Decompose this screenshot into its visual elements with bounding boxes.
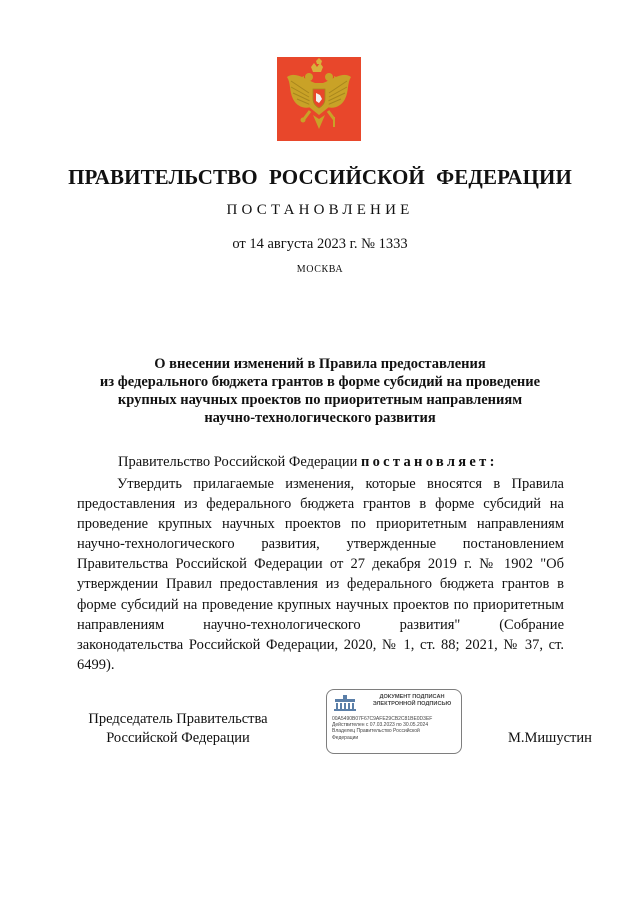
subject-line: крупных научных проектов по приоритетным направлениям	[117, 392, 523, 408]
preamble	[118, 454, 498, 471]
document-subject	[60, 355, 580, 427]
electronic-signature-stamp	[326, 689, 462, 754]
stamp-details	[332, 716, 432, 741]
stamp-issuer-cont: Федерации	[332, 734, 359, 741]
resolution-paragraph: Утвердить прилагаемые изменения, которые вносятся в Правила предоставления из федерального бюджета грантов в форме субсидий на проведение крупных научных проектов по приоритетным направлениям научно-технологического развития, утвержденные постановлением Правительства Российской Федерации от 27 декабря 2019 г. № 1902 "Об утверждении Правил предоставления из федерального бюджета грантов в форме субсидий на проведение крупных научных проектов по приоритетным направлениям научно-технологического развития" (Собрание законодательства Российской Федерации, 2020, № 1, ст. 88; 2021, № 37, ст. 6499).	[77, 476, 564, 673]
document-date-number: от 14 августа 2023 г. № 1333	[232, 236, 408, 252]
stamp-issuer: Владелец Правительство Российской	[332, 728, 420, 735]
stamp-heading-line: ДОКУМЕНТ ПОДПИСАН	[379, 694, 445, 700]
preamble-text: Правительство Российской Федерации	[118, 454, 358, 470]
document-type: ПОСТАНОВЛЕНИЕ	[226, 202, 414, 218]
government-title: ПРАВИТЕЛЬСТВО РОССИЙСКОЙ ФЕДЕРАЦИИ	[68, 165, 572, 189]
stamp-heading-line: ЭЛЕКТРОННОЙ ПОДПИСЬЮ	[372, 701, 452, 707]
signer-name: М.Мишустин	[508, 730, 592, 746]
stamp-heading	[365, 694, 459, 708]
stamp-certificate: 00A5490B07F67C9AFE29CB2C81BE0D3EF	[332, 716, 433, 722]
document-city: МОСКВА	[296, 264, 344, 275]
signer-position-line: Председатель Правительства	[88, 711, 268, 727]
coat-of-arms-icon	[277, 57, 361, 141]
stamp-validity: Действителен с 07.03.2023 по 30.05.2024	[332, 722, 429, 729]
signer-position-line: Российской Федерации	[106, 730, 250, 746]
government-building-icon	[332, 694, 358, 712]
preamble-verb: постановляет:	[360, 454, 498, 470]
signer-position	[78, 710, 278, 748]
subject-line: научно-технологического развития	[204, 410, 436, 426]
subject-line: О внесении изменений в Правила предоставления	[154, 356, 486, 372]
subject-line: из федерального бюджета грантов в форме субсидий на проведение	[99, 374, 541, 390]
